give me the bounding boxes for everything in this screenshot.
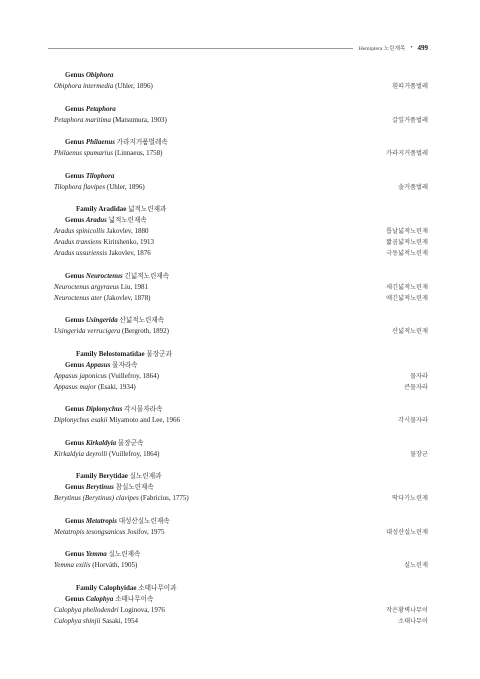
- genus-korean-name: 대성산실노린재속: [118, 517, 170, 525]
- genus-name: Obiphora: [85, 71, 114, 79]
- taxon-block: [54, 271, 428, 304]
- species-authority: Josifov, 1975: [127, 527, 165, 536]
- family-korean-name: 물장군과: [146, 350, 172, 358]
- species-korean-name: 애긴넓적노린재: [386, 294, 428, 302]
- genus-heading: Genus Yemma 실노린재속: [65, 550, 141, 558]
- species-entry: [54, 382, 136, 393]
- species-scientific-name: Obiphora intermedia: [54, 82, 114, 90]
- genus-name: Philaenus: [85, 138, 115, 146]
- species-entry: [54, 527, 165, 538]
- species-row: [54, 293, 428, 304]
- family-korean-name: 넓적노린재과: [128, 206, 167, 213]
- header-bullet: •: [410, 45, 413, 51]
- family-heading: [54, 583, 428, 594]
- species-korean-name: 실노린재: [404, 562, 428, 569]
- genus-name: Metatropis: [85, 516, 117, 525]
- species-entry: [54, 493, 189, 504]
- family-heading: [54, 204, 428, 215]
- species-row: [54, 605, 428, 616]
- genus-name: Usingerida: [85, 316, 118, 324]
- species-authority: Miyamoto and Lee, 1966: [109, 416, 180, 424]
- genus-name: Kirkaldyia: [85, 438, 117, 447]
- species-scientific-name: Neuroctenus ater: [54, 293, 103, 302]
- genus-korean-name: 가라지거품벌레속: [116, 139, 168, 146]
- species-entry: [54, 293, 151, 304]
- family-heading: [54, 349, 428, 360]
- taxon-block: [54, 583, 428, 627]
- species-entry: [54, 226, 148, 237]
- family-name: Family Berytidae: [76, 472, 128, 480]
- genus-korean-name: 실노린재속: [108, 551, 141, 558]
- genus-heading: Genus Appasus 물자라속: [65, 360, 138, 369]
- species-entry: [54, 282, 148, 293]
- species-korean-name: 각시물자라: [398, 417, 428, 424]
- species-entry: [54, 449, 159, 460]
- species-korean-name: 소태나무이: [398, 617, 428, 625]
- family-name: Family Aradidae: [76, 205, 127, 213]
- genus-heading: Genus Usingerida 산넓적노린재속: [65, 316, 165, 324]
- species-row: [54, 115, 428, 126]
- taxon-block: [54, 438, 428, 460]
- genus-korean-name: 물자라속: [112, 361, 138, 369]
- taxon-block: [54, 171, 428, 193]
- species-korean-name: 물장군: [410, 450, 428, 458]
- taxon-block: [54, 549, 428, 571]
- genus-heading: Genus Diplonychus 각시물자라속: [65, 405, 163, 413]
- species-authority: Sasaki, 1954: [102, 616, 139, 625]
- family-heading: [54, 471, 428, 482]
- species-row: [54, 148, 428, 159]
- species-scientific-name: Neuroctenus argyraeus: [54, 282, 119, 291]
- genus-name: Neuroctenus: [85, 271, 123, 280]
- species-authority: (Uhler, 1896): [115, 82, 153, 90]
- species-scientific-name: Diplonychus esakii: [54, 416, 108, 424]
- species-row: [54, 382, 428, 393]
- species-entry: [54, 371, 159, 382]
- species-scientific-name: Metatropis tesongsanicus: [54, 527, 126, 536]
- species-korean-name: 작은황벽나무이: [386, 606, 428, 614]
- species-authority: Jakovlev, 1880: [106, 227, 149, 235]
- genus-name: Berytinus: [85, 483, 114, 491]
- species-korean-name: 솔거품벌레: [398, 183, 428, 191]
- family-korean-name: 소태나무이과: [138, 584, 177, 592]
- species-korean-name: 물자라: [410, 372, 428, 380]
- genus-heading: Genus Metatropis 대성산실노린재속: [65, 516, 170, 525]
- species-korean-name: 짧곰넓적노린재: [386, 239, 428, 246]
- species-entry: [54, 326, 169, 337]
- genus-name: Petaphora: [85, 104, 116, 113]
- species-korean-name: 갈잎거품벌레: [392, 116, 428, 124]
- species-korean-name: 딱다기노린재: [392, 495, 428, 502]
- species-entry: [54, 616, 138, 627]
- header-rule: [48, 48, 353, 49]
- genus-name: Aradus: [85, 216, 107, 224]
- species-row: [54, 493, 428, 504]
- species-authority: (Vuillefroy, 1864): [108, 371, 159, 380]
- species-row: [54, 237, 428, 248]
- species-scientific-name: Appasus japonicus: [54, 371, 107, 380]
- species-row: [54, 560, 428, 571]
- species-scientific-name: Aradus ussuriensis: [54, 249, 108, 257]
- genus-heading: Genus Aradus 넓적노린재속: [65, 216, 147, 224]
- species-authority: Kiritshenko, 1913: [103, 238, 154, 246]
- genus-name: Yemma: [85, 550, 107, 558]
- genus-korean-name: 넓적노린재속: [108, 217, 147, 224]
- genus-name: Calophya: [85, 594, 114, 603]
- species-scientific-name: Philaenus spumarius: [54, 149, 113, 157]
- species-entry: [54, 81, 153, 92]
- genus-heading: Genus Neuroctenus 긴넓적노린재속: [65, 271, 170, 280]
- species-scientific-name: Aradus spinicollis: [54, 227, 105, 235]
- running-header: [48, 42, 428, 54]
- family-korean-name: 실노린재과: [129, 473, 162, 480]
- genus-name: Diplonychus: [85, 405, 123, 413]
- species-authority: (Horváth, 1905): [92, 561, 138, 569]
- species-authority: (Jakovlev, 1878): [103, 293, 151, 302]
- species-authority: (Matsumura, 1903): [112, 115, 167, 124]
- genus-heading: Genus Petaphora: [65, 104, 116, 113]
- species-row: [54, 226, 428, 237]
- page-number: 499: [417, 44, 428, 52]
- genus-heading: Genus Calophya 소태나무이속: [65, 594, 154, 603]
- species-row: [54, 449, 428, 460]
- species-entry: [54, 182, 145, 193]
- species-entry: [54, 237, 154, 248]
- taxonomy-list: [54, 70, 428, 638]
- genus-heading: Genus Obiphora: [65, 71, 114, 79]
- genus-name: Tilophora: [85, 171, 115, 180]
- species-row: [54, 326, 428, 337]
- genus-korean-name: 산넓적노린재속: [119, 317, 165, 324]
- family-name: Family Calophyidae: [76, 583, 137, 592]
- taxon-block: [54, 471, 428, 504]
- species-entry: [54, 605, 165, 616]
- species-scientific-name: Yemma exilis: [54, 561, 91, 569]
- genus-korean-name: 참실노린재속: [115, 484, 154, 491]
- species-row: [54, 282, 428, 293]
- taxon-block: [54, 204, 428, 259]
- species-entry: [54, 248, 151, 259]
- species-row: [54, 81, 428, 92]
- species-authority: Liu, 1981: [120, 282, 148, 291]
- species-scientific-name: Appasus major: [54, 382, 97, 391]
- species-row: [54, 248, 428, 259]
- species-korean-name: 대성산실노린재: [386, 528, 428, 536]
- genus-heading: Genus Philaenus 가라지거품벌레속: [65, 138, 168, 146]
- species-authority: Jakovlev, 1876: [108, 249, 151, 257]
- taxon-block: [54, 349, 428, 393]
- taxon-block: [54, 516, 428, 538]
- species-korean-name: 톱날넓적노린재: [386, 228, 428, 235]
- species-row: [54, 527, 428, 538]
- taxon-block: [54, 315, 428, 337]
- species-entry: [54, 148, 163, 159]
- taxon-block: [54, 404, 428, 426]
- genus-heading: Genus Tilophora: [65, 171, 115, 180]
- species-authority: (Fabricius, 1775): [140, 494, 189, 502]
- family-name: Family Belostomatidae: [76, 349, 145, 358]
- species-korean-name: 흰띠거품벌레: [392, 83, 428, 90]
- genus-name: Appasus: [85, 360, 111, 369]
- species-scientific-name: Berytinus (Berytinus) clavipes: [54, 494, 139, 502]
- genus-korean-name: 각시물자라속: [124, 406, 163, 413]
- species-korean-name: 극동넓적노린재: [386, 250, 428, 257]
- genus-korean-name: 물장군속: [117, 439, 144, 447]
- species-korean-name: 산넓적노린재: [392, 328, 428, 335]
- species-row: [54, 371, 428, 382]
- species-scientific-name: Tilophora flavipes: [54, 182, 106, 191]
- species-scientific-name: Aradus transiens: [54, 238, 102, 246]
- species-authority: (Bergroth, 1892): [122, 327, 169, 335]
- taxon-block: [54, 137, 428, 159]
- species-row: [54, 616, 428, 627]
- species-korean-name: 큰물자라: [404, 383, 428, 391]
- genus-heading: Genus Kirkaldyia 물장군속: [65, 438, 144, 447]
- species-authority: (Linnaeus, 1758): [114, 149, 163, 157]
- species-korean-name: 새긴넓적노린재: [386, 283, 428, 291]
- species-scientific-name: Calophya phellodendri: [54, 605, 119, 614]
- genus-korean-name: 긴넓적노린재속: [124, 272, 170, 280]
- species-authority: (Vuillefroy, 1864): [108, 449, 160, 458]
- species-scientific-name: Usingerida verrucigera: [54, 327, 121, 335]
- species-entry: [54, 415, 180, 426]
- species-authority: (Uhler, 1896): [106, 182, 145, 191]
- genus-korean-name: 소태나무이속: [115, 595, 154, 603]
- species-scientific-name: Petaphora maritima: [54, 115, 111, 124]
- genus-heading: Genus Berytinus 참실노린재속: [65, 483, 154, 491]
- species-row: [54, 182, 428, 193]
- species-row: [54, 415, 428, 426]
- species-entry: [54, 560, 137, 571]
- species-authority: Loginova, 1976: [120, 605, 165, 614]
- taxon-block: [54, 70, 428, 92]
- species-scientific-name: Calophya shinjii: [54, 616, 101, 625]
- species-scientific-name: Kirkaldyia deyrolli: [54, 449, 108, 458]
- species-authority: (Esaki, 1934): [97, 382, 136, 391]
- species-entry: [54, 115, 167, 126]
- header-title: Hemiptera 노린재목: [358, 46, 406, 52]
- taxon-block: [54, 104, 428, 126]
- species-korean-name: 가라지거품벌레: [386, 150, 428, 157]
